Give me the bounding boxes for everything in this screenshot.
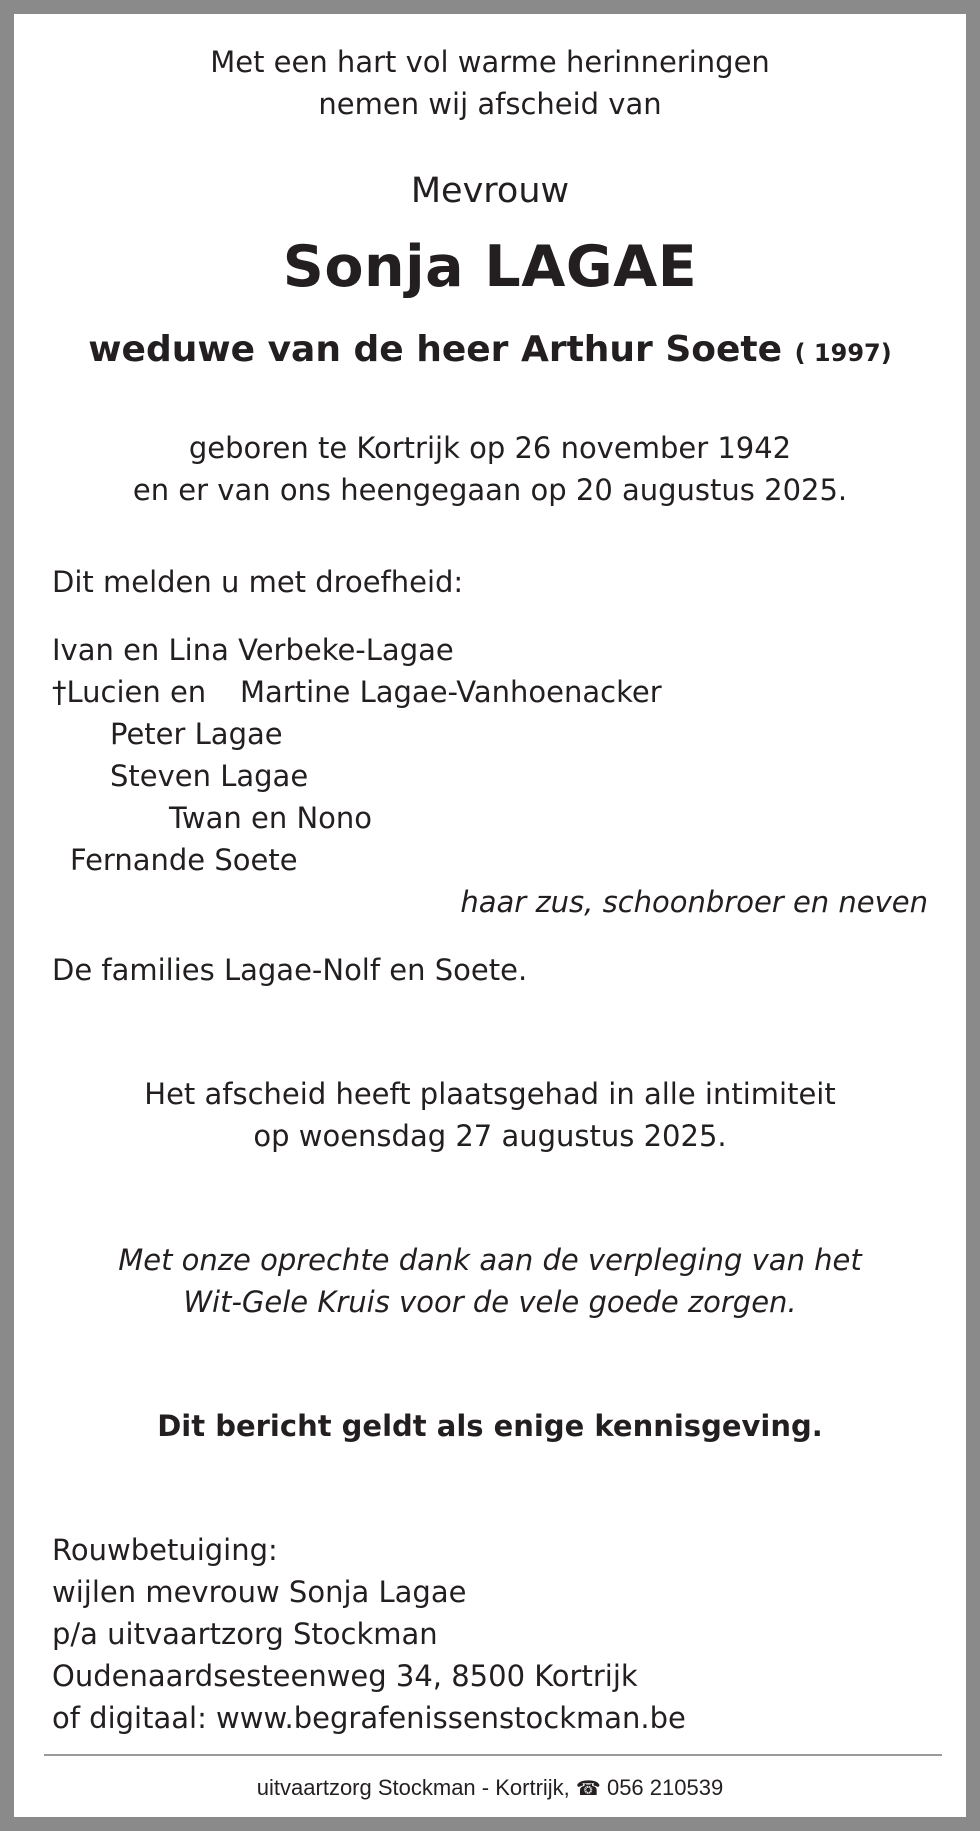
death-notice-card (14, 14, 966, 1817)
condolences-name: wijlen mevrouw Sonja Lagae (52, 1575, 467, 1609)
family-ivan-lina: Ivan en Lina Verbeke-Lagae (52, 633, 454, 667)
phone-icon: ☎ (575, 1778, 601, 1800)
condolences-label: Rouwbetuiging: (52, 1533, 278, 1567)
thanks-line-2: Wit-Gele Kruis voor de vele goede zorgen. (183, 1285, 797, 1319)
intro-line-1: Met een hart vol warme herinneringen (210, 45, 770, 79)
birth-line: geboren te Kortrijk op 26 november 1942 (188, 431, 792, 465)
condolences-care-of: p/a uitvaartzorg Stockman (52, 1617, 438, 1651)
thanks-line-1: Met onze oprechte dank aan de verpleging van het (118, 1243, 862, 1277)
intro-line-2: nemen wij afscheid van (318, 87, 662, 121)
condolences-digital: of digitaal: www.begrafenissenstockman.be (52, 1701, 686, 1735)
footer-divider (44, 1754, 942, 1756)
families-line: De families Lagae-Nolf en Soete. (52, 953, 528, 987)
salutation: Mevrouw (410, 171, 570, 211)
family-twan-nono: Twan en Nono (169, 801, 372, 835)
footer (14, 1777, 966, 1799)
spouse-name: weduwe van de heer Arthur Soete (88, 329, 783, 370)
family-steven: Steven Lagae (110, 759, 309, 793)
family-fernande: Fernande Soete (70, 843, 298, 877)
spouse-year: ( 1997) (794, 339, 892, 367)
family-lucien: †Lucien en (52, 675, 207, 709)
notice-line: Dit bericht geldt als enige kennisgeving. (157, 1409, 823, 1443)
family-peter: Peter Lagae (110, 717, 283, 751)
spouse-line (14, 329, 966, 370)
condolences-address: Oudenaardsesteenweg 34, 8500 Kortrijk (52, 1659, 638, 1693)
announcers-heading: Dit melden u met droefheid: (52, 565, 464, 599)
deceased-name: Sonja LAGAE (282, 234, 698, 300)
footer-company: uitvaartzorg Stockman - Kortrijk, (256, 1775, 570, 1800)
farewell-line-2: op woensdag 27 augustus 2025. (253, 1119, 727, 1153)
family-fernande-relation: haar zus, schoonbroer en neven (460, 885, 928, 919)
family-martine: Martine Lagae-Vanhoenacker (240, 675, 662, 709)
farewell-line-1: Het afscheid heeft plaatsgehad in alle intimiteit (144, 1077, 836, 1111)
footer-phone: 056 210539 (606, 1775, 724, 1800)
death-line: en er van ons heengegaan op 20 augustus 2025. (132, 473, 848, 507)
